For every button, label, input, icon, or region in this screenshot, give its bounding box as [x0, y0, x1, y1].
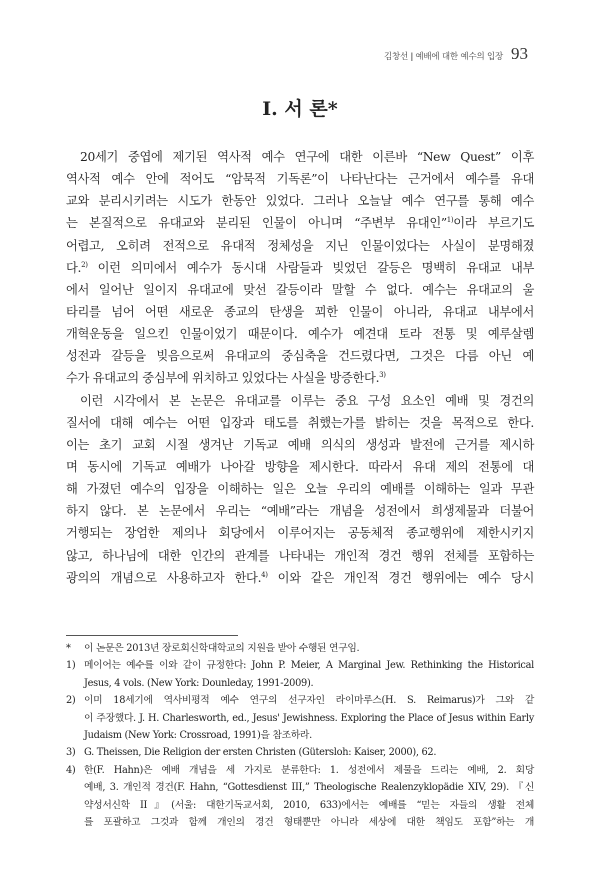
running-header — [384, 44, 528, 64]
footnote-text: Jesus, 4 vols. (New York: Dounleday, 1991-2009). — [84, 677, 314, 689]
paragraph-line: 20세기 중엽에 제기된 역사적 예수 연구에 대한 이른바 “New Quest” 이후 — [80, 150, 534, 164]
footnotes — [66, 640, 534, 831]
paragraph-line: 에서 일어난 일이지 유대교에 맞선 갈등이라 말할 수 없다. 예수는 유대교의 울 — [66, 282, 534, 297]
paragraph-line: 교와 분리시키려는 시도가 한동안 있었다. 그러나 오늘날 예수 연구를 통해 예수 — [66, 194, 534, 209]
footnote-text: G. Theissen, Die Religion der ersten Christen (Gütersloh: Kaiser, 2000), 62. — [84, 747, 437, 759]
footnote-mark: * — [66, 643, 71, 654]
paragraph-line: 는 본질적으로 유대교와 분리된 인물이 아니며 “주변부 유대인”$^{1)}$이라 부르기도 — [66, 216, 534, 231]
paragraph-line: 수가 유대교의 중심부에 위치하고 있었다는 사실을 방증한다.$^{3)}$ — [66, 371, 386, 386]
paragraph-line: 이런 시각에서 본 논문은 유대교를 이루는 중요 구성 요소인 예배 및 경건의 — [80, 393, 534, 408]
footnote-text: 를 포괄하고 그것과 함께 개인의 경건 형태뿐만 아니라 세상에 대한 책임도 포함”하는 개 — [84, 817, 534, 829]
paragraph-line: 해 가졌던 예수의 입장을 이해하는 일은 오늘 우리의 예배를 이해하는 일과 무관 — [66, 482, 534, 497]
footnote-text: 이 주장했다. J. H. Charlesworth, ed., Jesus' Jewishness. Exploring the Place of Jesus within Early — [84, 712, 534, 724]
footnote-mark: 1) — [66, 660, 76, 672]
footnote-text: 한(F. Hahn)은 예배 개념을 세 가지로 분류한다: 1. 성전에서 제물을 드리는 예배, 2. 회당 — [84, 764, 534, 776]
page-number: 93 — [511, 44, 528, 63]
footnote-text: 메이어는 예수를 이와 같이 규정한다: John P. Meier, A Marginal Jew. Rethinking the Historical — [84, 660, 534, 672]
footnote-ref[interactable]: 3) — [379, 371, 386, 380]
footnote-mark: 2) — [66, 695, 76, 707]
footnote — [66, 692, 534, 744]
section-title: I. 서 론* — [262, 98, 338, 120]
paragraph-line: 타리를 넘어 어떤 새로운 종교의 탄생을 꾀한 인물이 아니라, 유대교 내부에서 — [66, 304, 534, 319]
paragraph-line: 광의의 개념으로 사용하고자 한다.$^{4)}$ 이와 같은 개인적 경건 행위에는 예수 당시 — [66, 570, 534, 585]
footnote — [66, 657, 534, 692]
paragraph-line: 하지 않다. 본 논문에서 우리는 “예배”라는 개념을 성전에서 희생제물과 더불어 — [66, 504, 534, 519]
paragraph-line: 며 동시에 기독교 예배가 나아갈 방향을 제시한다. 따라서 유대 제의 전통에 대 — [66, 459, 534, 474]
footnote-ref[interactable]: 1) — [446, 216, 454, 225]
footnote-text: 이 논문은 2013년 장로회신학대학교의 지원을 받아 수행된 연구임. — [84, 643, 360, 654]
body-text — [66, 146, 534, 589]
paragraph-line: 않고, 하나님에 대한 인간의 관계를 나타내는 개인적 경건 행위 전체를 포함하는 — [66, 548, 534, 563]
footnote-text: 예배, 3. 개인적 경건(F. Hahn, “Gottesdienst III,” Theologische Realenzyklopädie XIV, 29). 『신 — [84, 782, 534, 794]
running-title: 김창선 ǀ 예배에 대한 예수의 입장 — [384, 52, 503, 62]
paragraph-line: 거행되는 장엄한 제의나 회당에서 이루어지는 공동체적 종교행위에 제한시키지 — [66, 526, 534, 541]
paragraph-line: 이는 초기 교회 시절 생겨난 기독교 예배 의식의 생성과 발전에 근거를 제시하 — [66, 437, 534, 452]
footnote-ref[interactable]: 2) — [81, 260, 88, 269]
paragraph-line: 다.$^{2)}$ 이런 의미에서 예수가 동시대 사람들과 빚었던 갈등은 명백히 유대교 내부 — [66, 260, 535, 275]
footnote-ref[interactable]: 4) — [261, 570, 268, 579]
footnote-divider — [66, 635, 238, 636]
paragraph-line: 역사적 예수 안에 적어도 “암묵적 기독론”이 나타난다는 근거에서 예수를 유대 — [66, 172, 534, 187]
footnote-mark: 4) — [66, 764, 76, 776]
footnote — [66, 640, 534, 657]
footnote-text: 약성서신학 II』(서울: 대한기독교서회, 2010, 633)에서는 예배를 “믿는 자들의 생활 전체 — [84, 799, 534, 811]
footnote-mark: 3) — [66, 747, 76, 759]
paragraph-line: 질서에 대해 예수는 어떤 입장과 태도를 취했는가를 밝히는 것을 목적으로 한다. — [66, 415, 534, 430]
paragraph-line: 개혁운동을 일으킨 인물이었기 때문이다. 예수가 예견대 토라 전통 및 예루살렘 — [66, 327, 534, 342]
footnote-text: Judaism (New York: Crossroad, 1991)을 참조하라. — [84, 730, 312, 742]
footnote-text: 이미 18세기에 역사비평적 예수 연구의 선구자인 라이마루스(H. S. Reimarus)가 그와 같 — [84, 695, 534, 707]
footnote — [66, 744, 534, 761]
paragraph-line: 어렵고, 오히려 전적으로 유대적 정체성을 지닌 인물이었다는 사실이 분명해졌 — [66, 238, 534, 253]
paragraph-line: 성전과 갈등을 빚음으로써 유대교의 중심축을 건드렸다면, 그것은 다름 아닌 예 — [66, 349, 534, 364]
footnote — [66, 762, 534, 832]
